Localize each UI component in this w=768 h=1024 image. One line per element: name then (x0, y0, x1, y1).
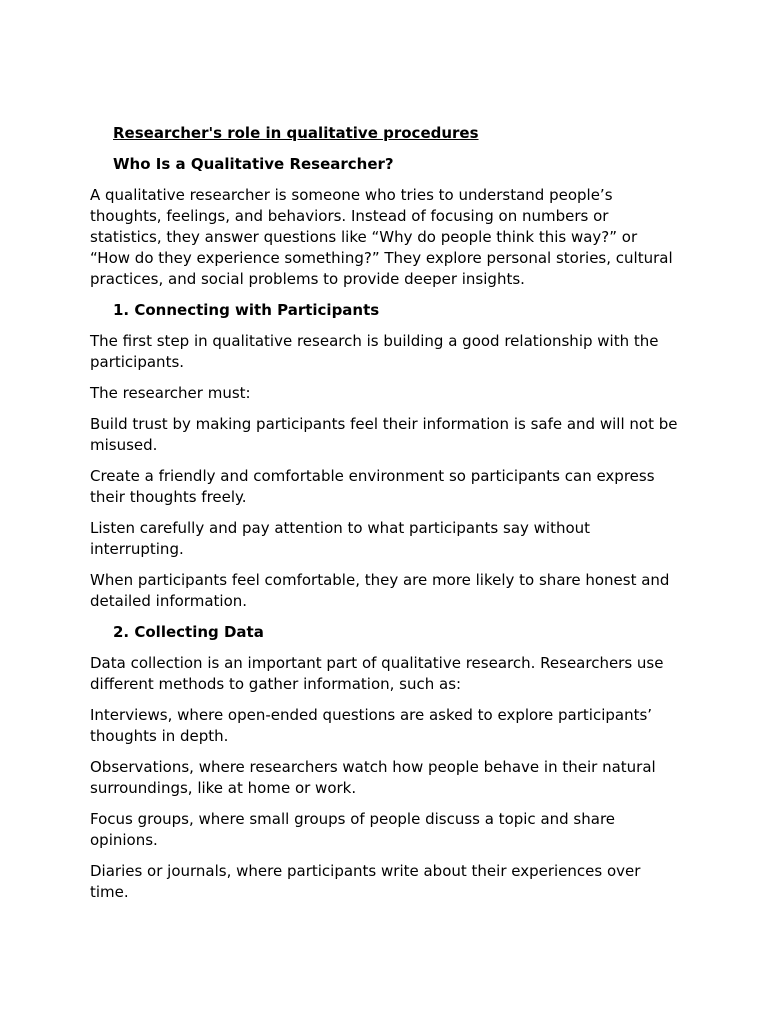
paragraph: Observations, where researchers watch how people behave in their natural surroundings, like at home or work. (90, 758, 656, 797)
paragraph: Create a friendly and comfortable environment so participants can express their thoughts freely. (90, 467, 655, 506)
section-heading-collecting: 2. Collecting Data (113, 623, 264, 641)
paragraph: The researcher must: (90, 384, 251, 402)
paragraph: Data collection is an important part of qualitative research. Researchers use different methods to gather information, such as: (90, 654, 664, 693)
paragraph: The first step in qualitative research is building a good relationship with the participants. (90, 332, 659, 371)
paragraph: Interviews, where open-ended questions are asked to explore participants’ thoughts in depth. (90, 706, 653, 745)
intro-paragraph: A qualitative researcher is someone who tries to understand people’s thoughts, feelings, and behaviors. Instead of focusing on numbers or statistics, they answer questions like “Why do people think this way?” or “How do they experience something?” They explore personal stories, cultural practices, and social problems to provide deeper insights. (90, 186, 673, 288)
section-heading-connecting: 1. Connecting with Participants (113, 301, 380, 319)
document-subtitle: Who Is a Qualitative Researcher? (113, 155, 394, 173)
paragraph: Listen carefully and pay attention to what participants say without interrupting. (90, 519, 591, 558)
paragraph: When participants feel comfortable, they are more likely to share honest and detailed information. (90, 571, 670, 610)
paragraph: Build trust by making participants feel their information is safe and will not be misused. (90, 415, 678, 454)
paragraph: Focus groups, where small groups of people discuss a topic and share opinions. (90, 810, 616, 849)
document-body (90, 123, 680, 913)
document-title: Researcher's role in qualitative procedures (113, 124, 479, 142)
paragraph: Diaries or journals, where participants write about their experiences over time. (90, 862, 641, 901)
